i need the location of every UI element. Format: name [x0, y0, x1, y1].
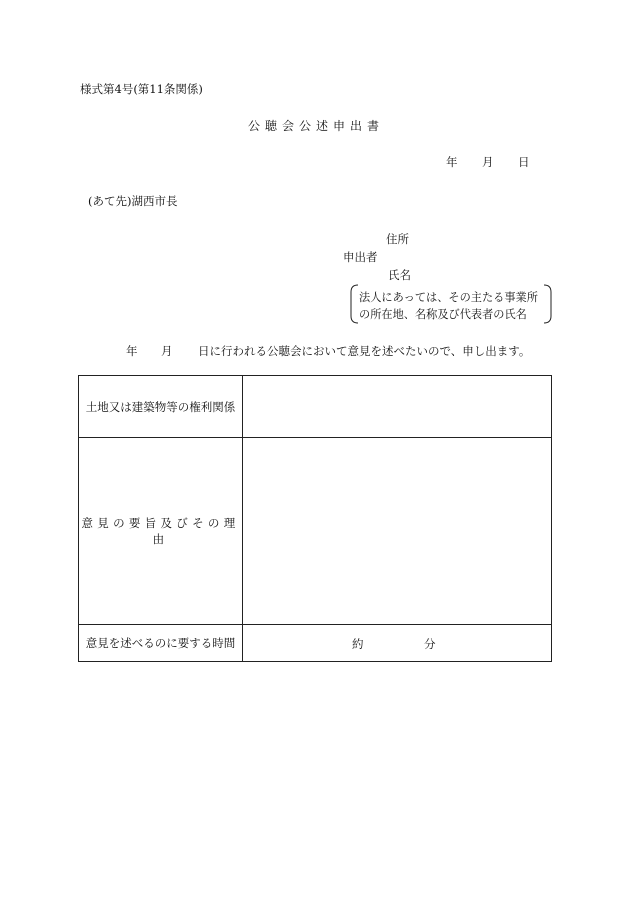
- table-row-time: [79, 624, 552, 661]
- date-month-label: 月: [482, 155, 494, 169]
- form-number: 様式第4号(第11条関係): [80, 82, 203, 96]
- time-value-field[interactable]: [243, 624, 552, 661]
- corporate-note-line-2: の所在地、名称及び代表者の氏名: [359, 308, 527, 321]
- opinion-label: 意見の要旨及びその理由: [81, 516, 240, 547]
- address-label: 住所: [386, 232, 409, 246]
- name-label: 氏名: [388, 268, 411, 282]
- application-table: [78, 375, 552, 662]
- rights-value-field[interactable]: [243, 376, 552, 438]
- addressee: (あて先)湖西市長: [88, 194, 178, 208]
- rights-label: 土地又は建築物等の権利関係: [79, 376, 243, 438]
- statement-year-label: 年: [126, 344, 138, 358]
- opinion-value-field[interactable]: [243, 438, 552, 625]
- date-year-label: 年: [446, 155, 458, 169]
- statement-month-label: 月: [161, 344, 173, 358]
- table-row-opinion: [79, 438, 552, 625]
- applicant-label: 申出者: [343, 250, 378, 264]
- date-day-label: 日: [518, 155, 530, 169]
- time-label: 意見を述べるのに要する時間: [79, 624, 243, 661]
- table-row-rights: [79, 376, 552, 438]
- document-title: 公聴会公述申出書: [248, 119, 385, 133]
- corporate-note: [350, 284, 552, 324]
- time-unit-label: 分: [424, 636, 436, 651]
- time-approx-label: 約: [352, 636, 364, 651]
- statement-text: 日に行われる公聴会において意見を述べたいので、申し出ます。: [198, 344, 531, 358]
- corporate-note-line-1: 法人にあっては、その主たる事業所: [359, 291, 538, 304]
